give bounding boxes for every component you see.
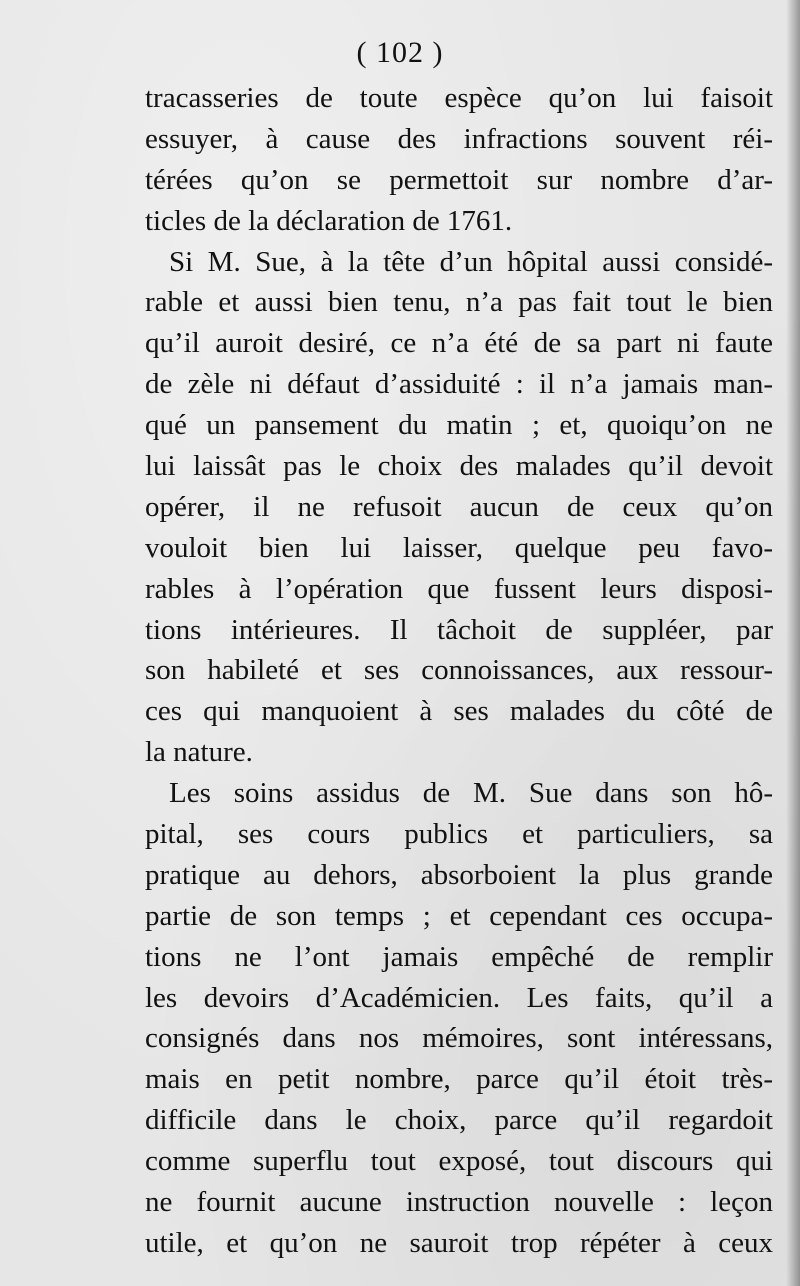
text-line: opérer, il ne refusoit aucun de ceux qu’on	[145, 490, 773, 523]
page-edge-shadow	[786, 0, 800, 1286]
paragraph-first-line: Les soins assidus de M. Sue dans son hô-	[169, 777, 773, 810]
text-line: tracasseries de toute espèce qu’on lui faisoit	[145, 82, 773, 114]
text-line: vouloit bien lui laisser, quelque peu favo-	[145, 531, 773, 564]
text-line: mais en petit nombre, parce qu’il étoit très-	[145, 1063, 773, 1096]
paragraph-first-line: Si M. Sue, à la tête d’un hôpital aussi considé-	[169, 245, 773, 278]
text-line: qué un pansement du matin ; et, quoiqu’on ne	[145, 409, 773, 442]
page-number: ( 102 )	[356, 36, 444, 69]
text-line: partie de son temps ; et cependant ces occupa-	[145, 899, 773, 932]
text-line: difficile dans le choix, parce qu’il regardoit	[145, 1104, 773, 1137]
text-line: ne fournit aucune instruction nouvelle : leçon	[145, 1186, 773, 1219]
text-line: lui laissât pas le choix des malades qu’il devoit	[145, 450, 773, 483]
text-line: consignés dans nos mémoires, sont intéressans,	[145, 1022, 773, 1055]
text-line: ces qui manquoient à ses malades du côté de	[145, 695, 773, 728]
text-line: les devoirs d’Académicien. Les faits, qu’il a	[145, 981, 773, 1014]
text-line: qu’il auroit desiré, ce n’a été de sa part ni faute	[145, 327, 773, 360]
text-line: térées qu’on se permettoit sur nombre d’ar-	[145, 163, 773, 196]
text-line: utile, et qu’on ne sauroit trop répéter à ceux	[145, 1226, 773, 1259]
text-line: son habileté et ses connoissances, aux ressour-	[145, 654, 773, 687]
text-line: ticles de la déclaration de 1761.	[145, 204, 513, 237]
text-line: tions ne l’ont jamais empêché de remplir	[145, 940, 773, 973]
text-line: pital, ses cours publics et particuliers, sa	[145, 818, 773, 851]
text-line: rable et aussi bien tenu, n’a pas fait tout le bien	[145, 286, 773, 319]
text-line: comme superflu tout exposé, tout discours qui	[145, 1145, 773, 1178]
text-line: tions intérieures. Il tâchoit de suppléer, par	[145, 613, 773, 646]
text-line: essuyer, à cause des infractions souvent réi-	[145, 122, 773, 155]
text-line: rables à l’opération que fussent leurs disposi-	[145, 572, 773, 605]
text-line: la nature.	[145, 736, 253, 769]
body-text	[145, 78, 773, 1264]
text-line: pratique au dehors, absorboient la plus grande	[145, 858, 773, 891]
text-line: de zèle ni défaut d’assiduité : il n’a jamais man-	[145, 368, 773, 401]
